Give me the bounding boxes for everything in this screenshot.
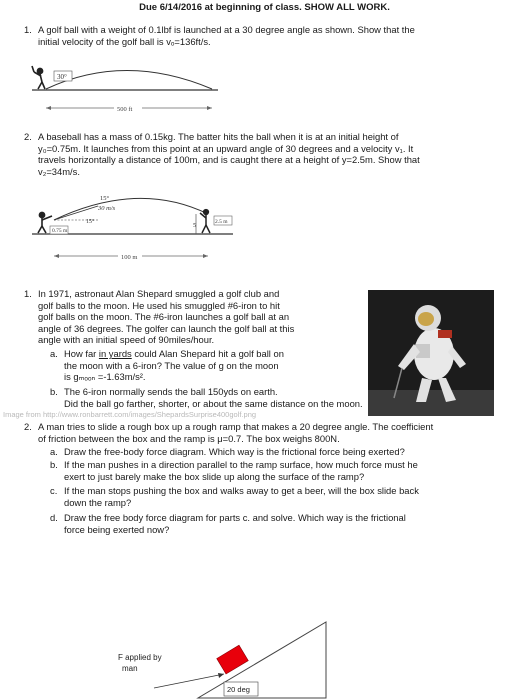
subpart-text-line: If the man pushes in a direction parallel to the ramp surface, how much force must he — [64, 459, 418, 470]
subpart-text-line: Draw the free body force diagram for parts c. and solve. Which way is the frictional — [64, 512, 406, 523]
image-credit: Image from http://www.ronbarrett.com/images/ShepardsSurprise400golf.png — [3, 410, 257, 419]
subpart-text-line: down the ramp? — [64, 496, 132, 508]
subpart-text-line: force being exerted now? — [64, 523, 170, 535]
catcher-icon — [200, 210, 210, 233]
subpart-text-line: Draw the free-body force diagram. Which way is the frictional force being exerted? — [64, 446, 405, 457]
question-text-line: initial velocity of the golf ball is vₒ=136ft/s. — [38, 35, 211, 47]
question-text-line: golf balls to the moon. He used his smuggled #6-iron to hit — [38, 299, 280, 311]
subpart-label: b. — [50, 386, 58, 397]
subpart-a — [50, 348, 364, 383]
subpart-text-line: How far in yards could Alan Shepard hit a golf ball on — [64, 348, 284, 359]
question-text-line: golf balls on the moon. The #6-iron launches a golf ball at an — [38, 311, 290, 323]
question-text-line: A baseball has a mass of 0.15kg. The batter hits the ball when it is at an initial height of — [38, 131, 399, 142]
subpart-label: a. — [50, 348, 58, 359]
assignment-header: Due 6/14/2016 at beginning of class. SHOW ALL WORK. — [139, 2, 390, 13]
question-4-ramp — [24, 421, 518, 444]
man-label: man — [122, 664, 138, 673]
question-text-line: of friction between the box and the ramp is μ=0.7. The box weighs 800N. — [38, 432, 340, 444]
astronaut-photo — [368, 290, 494, 416]
distance-label: 500 ft — [117, 106, 133, 113]
baseball-trajectory-figure — [28, 192, 238, 274]
question-number: 1. — [24, 288, 32, 299]
question-text-line: travels horizontally a distance of 100m, and is caught there at a height of y=2.5m. Show that — [38, 154, 420, 166]
subpart-b — [50, 459, 504, 482]
question-2-baseball — [24, 131, 508, 177]
ramp-angle-label: 20 deg — [227, 685, 250, 694]
subpart-text-line: exert to just barely make the box slide up along the surface of the ramp? — [64, 470, 365, 482]
end-height-label: 2.5 m — [215, 219, 228, 225]
question-text-line: y₀=0.75m. It launches from this point at an upward angle of 30 degrees and a velocity v₁. It — [38, 142, 414, 154]
subpart-text-line: If the man stops pushing the box and walks away to get a beer, will the box slide back — [64, 485, 419, 496]
question-3-moon-golf — [24, 288, 368, 346]
question-text-line: angle with an initial speed of 90miles/hour. — [38, 334, 215, 346]
golf-trajectory-figure — [30, 62, 220, 124]
question-text-line: v₂=34m/s. — [38, 165, 80, 177]
angle-label: 30° — [57, 73, 67, 81]
question-text-line: A golf ball with a weight of 0.1lbf is launched at a 30 degree angle as shown. Show that the — [38, 24, 415, 35]
low-angle-label: 15° — [86, 219, 95, 225]
subpart-label: a. — [50, 446, 58, 457]
subpart-label: b. — [50, 459, 58, 470]
underlined-phrase: in yards — [98, 348, 132, 359]
subpart-text-line: the moon with a 6-iron? The value of g on the moon — [64, 359, 279, 371]
question-text-line: angle of 36 degrees. The golfer can launch the golf ball at this — [38, 322, 295, 334]
question-number: 1. — [24, 24, 32, 35]
speed-label: 30 m/s — [98, 205, 116, 212]
subpart-label: c. — [50, 485, 58, 496]
box-icon — [217, 645, 249, 674]
subpart-d — [50, 512, 504, 535]
subpart-text-line: The 6-iron normally sends the ball 150yds on earth. — [64, 386, 278, 397]
golfer-icon — [32, 66, 45, 89]
subpart-a — [50, 446, 504, 458]
ramp-figure — [108, 608, 408, 700]
force-label: F applied by — [118, 653, 162, 662]
question-number: 2. — [24, 131, 32, 142]
subpart-text-line: Did the ball go farther, shorter, or about the same distance on the moon. — [64, 397, 363, 409]
subpart-c — [50, 485, 504, 508]
subpart-text-line: is gₘₒₒₙ =-1.63m/s². — [64, 371, 146, 383]
start-height-label: 0.75 m — [52, 228, 68, 234]
question-1-golf — [24, 24, 508, 47]
question-text-line: In 1971, astronaut Alan Shepard smuggled a golf club and — [38, 288, 280, 299]
question-text-line: A man tries to slide a rough box up a rough ramp that makes a 20 degree angle. The coefficient — [38, 421, 434, 432]
top-angle-label: 15° — [100, 195, 110, 202]
distance-label: 100 m — [121, 254, 138, 261]
question-number: 2. — [24, 421, 32, 432]
subpart-label: d. — [50, 512, 58, 523]
svg-text:5: 5 — [193, 223, 196, 229]
